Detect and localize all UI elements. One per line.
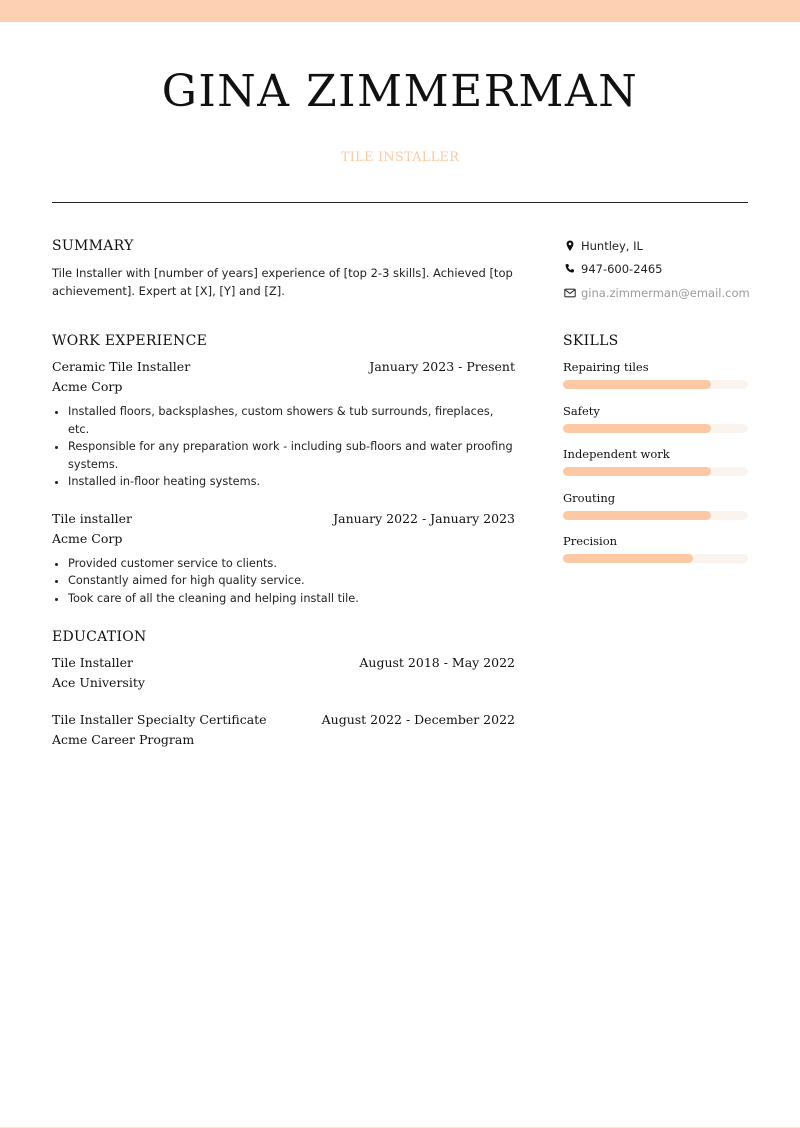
job-dates: January 2022 - January 2023	[333, 510, 515, 526]
phone-text: 947-600-2465	[581, 262, 663, 277]
skill-name: Safety	[563, 403, 600, 418]
work-heading: WORK EXPERIENCE	[52, 333, 208, 349]
education-section	[52, 627, 515, 750]
skill-level-bar	[563, 467, 748, 476]
job-bullets	[52, 403, 515, 491]
contact-location	[563, 234, 748, 258]
contact-section	[563, 234, 748, 305]
skill-name: Precision	[563, 534, 618, 548]
job-entry	[52, 357, 515, 491]
contact-email[interactable]	[563, 281, 748, 305]
skill-item	[563, 402, 748, 446]
job-bullet: • Took care of all the cleaning and helping install tile.	[68, 590, 515, 608]
job-dates: January 2023 - Present	[369, 359, 515, 374]
job-bullet: • Constantly aimed for high quality service.	[68, 572, 515, 590]
summary-text: Tile Installer with [number of years] experience of [top 2-3 skills]. Achieved [top achievement]. Expert at [X], [Y] and [Z].	[52, 266, 513, 298]
summary-section	[52, 236, 515, 300]
skills-heading: SKILLS	[563, 333, 619, 349]
job-bullet: • Installed floors, backsplashes, custom showers & tub surrounds, fireplaces, etc.	[68, 403, 515, 438]
skill-name: Repairing tiles	[563, 360, 649, 374]
candidate-name: GINA ZIMMERMAN	[161, 66, 639, 117]
job-company: Acme Corp	[52, 530, 123, 546]
skill-level-fill	[563, 511, 711, 520]
education-heading: EDUCATION	[52, 629, 147, 645]
skill-name: Grouting	[563, 490, 616, 505]
summary-heading: SUMMARY	[52, 238, 134, 254]
skills-list	[563, 358, 748, 576]
job-company: Acme Corp	[52, 379, 123, 394]
education-degree: Tile Installer Specialty Certificate	[52, 712, 267, 727]
skill-level-bar	[563, 554, 748, 563]
education-entry	[52, 710, 515, 750]
education-school: Acme Career Program	[52, 732, 195, 747]
job-bullet: • Installed in-floor heating systems.	[68, 473, 515, 491]
job-entry	[52, 509, 515, 608]
education-entry	[52, 653, 515, 693]
skill-level-fill	[563, 424, 711, 433]
job-role: Tile installer	[52, 510, 133, 526]
contact-phone	[563, 258, 748, 282]
skill-item	[563, 358, 748, 402]
education-dates: August 2018 - May 2022	[359, 655, 515, 670]
skill-level-fill	[563, 380, 711, 389]
education-dates: August 2022 - December 2022	[321, 712, 515, 727]
skill-item	[563, 445, 748, 489]
job-role: Ceramic Tile Installer	[52, 359, 191, 374]
education-degree: Tile Installer	[52, 655, 133, 670]
skill-name: Independent work	[563, 447, 670, 461]
education-school: Ace University	[52, 675, 145, 690]
skill-item	[563, 532, 748, 576]
skill-level-fill	[563, 467, 711, 476]
job-title: TILE INSTALLER	[340, 150, 460, 165]
email-text[interactable]: gina.zimmerman@email.com	[581, 285, 750, 300]
map-pin-icon	[563, 239, 577, 253]
skill-level-bar	[563, 424, 748, 433]
phone-icon	[563, 262, 577, 276]
header-divider	[52, 202, 748, 203]
job-bullet: • Responsible for any preparation work - including sub-floors and water proofing systems.	[68, 438, 515, 473]
job-bullet: • Provided customer service to clients.	[68, 555, 515, 573]
skill-level-bar	[563, 511, 748, 520]
work-experience-section	[52, 331, 515, 607]
top-accent-bar	[0, 0, 800, 22]
job-bullets	[52, 555, 515, 608]
location-text: Huntley, IL	[581, 238, 643, 253]
skill-item	[563, 489, 748, 533]
skill-level-fill	[563, 554, 693, 563]
envelope-icon	[563, 286, 577, 300]
skill-level-bar	[563, 380, 748, 389]
